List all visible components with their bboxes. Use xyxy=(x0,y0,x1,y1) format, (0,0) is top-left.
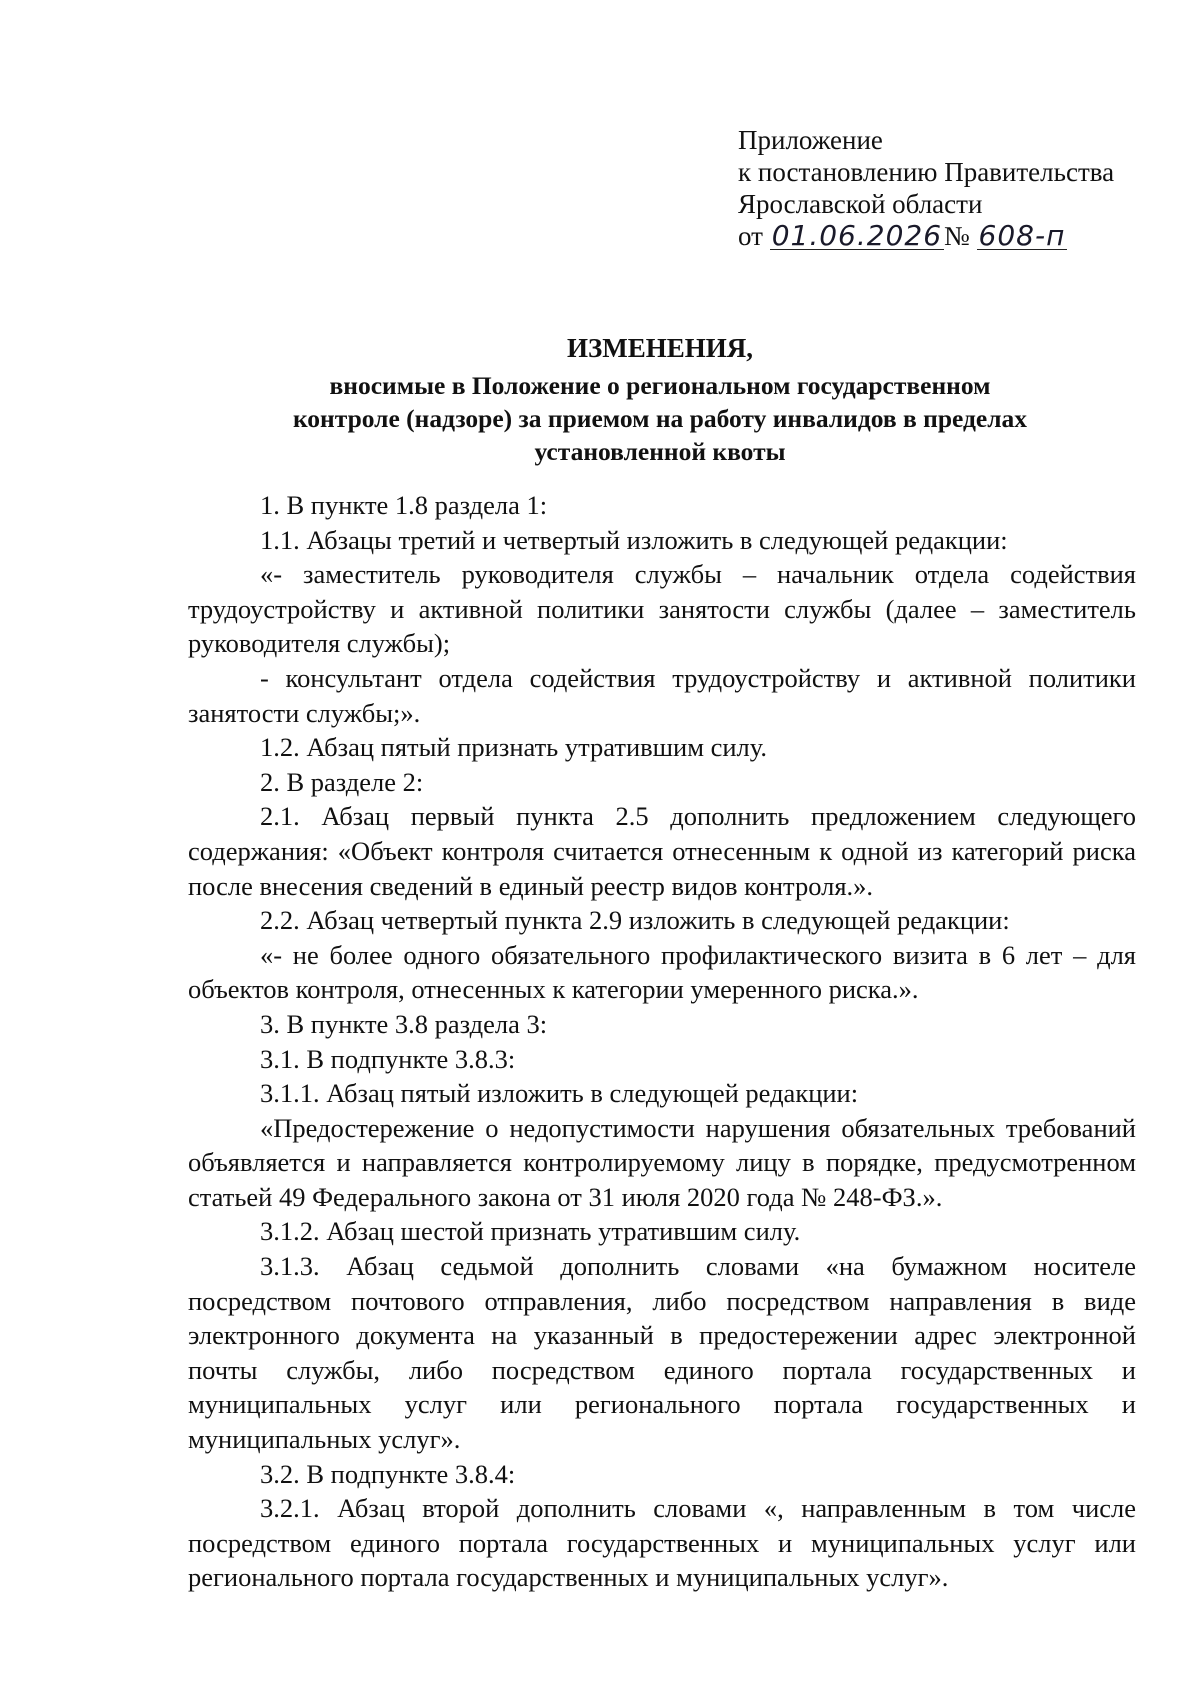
paragraph: 1.1. Абзацы третий и четвертый изложить в следующей редакции: xyxy=(260,524,1008,555)
paragraph: 2.2. Абзац четвертый пункта 2.9 изложить в следующей редакции: xyxy=(260,905,1010,936)
appendix-label: Приложение xyxy=(738,125,883,155)
paragraph: 3.1.1. Абзац пятый изложить в следующей редакции: xyxy=(260,1078,859,1109)
title-heading: ИЗМЕНЕНИЯ, xyxy=(566,333,753,363)
paragraph: - консультант отдела содействия трудоустройству и активной политики занятости службы;». xyxy=(188,662,1136,728)
title-line-3: установленной квоты xyxy=(534,437,786,466)
paragraph: 2. В разделе 2: xyxy=(260,766,424,797)
document-title xyxy=(190,332,1130,468)
handwritten-date: 01.06.2026 xyxy=(771,219,943,252)
paragraph: 2.1. Абзац первый пункта 2.5 дополнить предложением следующего содержания: «Объект контроля считается отнесенным к одной из категорий риска после внесения сведений в единый реестр видов контроля.». xyxy=(188,801,1136,901)
paragraph: «- не более одного обязательного профилактического визита в 6 лет – для объектов контроля, отнесенных к категории умеренного риска.». xyxy=(188,939,1136,1005)
paragraph: 3.1.3. Абзац седьмой дополнить словами «на бумажном носителе посредством почтового отправления, либо посредством направления в виде электронного документа на указанный в предостережении адрес электронной почты службы, либо посредством единого портала государственных и муниципальных услуг или регионального портала государственных и муниципальных услуг». xyxy=(188,1251,1136,1455)
appendix-date-number xyxy=(738,220,1158,252)
appendix-header xyxy=(738,124,1158,252)
paragraph: 3.1. В подпункте 3.8.3: xyxy=(260,1043,516,1074)
title-line-1: вносимые в Положение о региональном государственном xyxy=(329,371,991,400)
number-prefix: № xyxy=(944,221,970,251)
title-line-2: контроле (надзоре) за приемом на работу инвалидов в пределах xyxy=(292,404,1028,433)
paragraph: «Предостережение о недопустимости нарушения обязательных требований объявляется и направляется контролируемому лицу в порядке, предусмотренном статьей 49 Федерального закона от 31 июля 2020 года № 248-ФЗ.». xyxy=(188,1112,1136,1212)
document-body xyxy=(188,488,1136,1595)
appendix-resolution-ref: к постановлению Правительства xyxy=(738,157,1115,187)
handwritten-number: 608-п xyxy=(978,219,1066,252)
paragraph: «- заместитель руководителя службы – начальник отдела содействия трудоустройству и активной политики занятости службы (далее – заместитель руководителя службы); xyxy=(188,559,1136,659)
paragraph: 1. В пункте 1.8 раздела 1: xyxy=(260,490,548,520)
paragraph: 3.2.1. Абзац второй дополнить словами «, направленным в том числе посредством единого портала государственных и муниципальных услуг или регионального портала государственных и муниципальных услуг». xyxy=(188,1493,1136,1593)
date-prefix: от xyxy=(738,221,763,251)
paragraph: 1.2. Абзац пятый признать утратившим силу. xyxy=(260,732,768,763)
paragraph: 3. В пункте 3.8 раздела 3: xyxy=(260,1008,548,1039)
paragraph: 3.1.2. Абзац шестой признать утратившим силу. xyxy=(260,1216,801,1247)
appendix-region: Ярославской области xyxy=(738,189,983,219)
paragraph: 3.2. В подпункте 3.8.4: xyxy=(260,1458,516,1489)
